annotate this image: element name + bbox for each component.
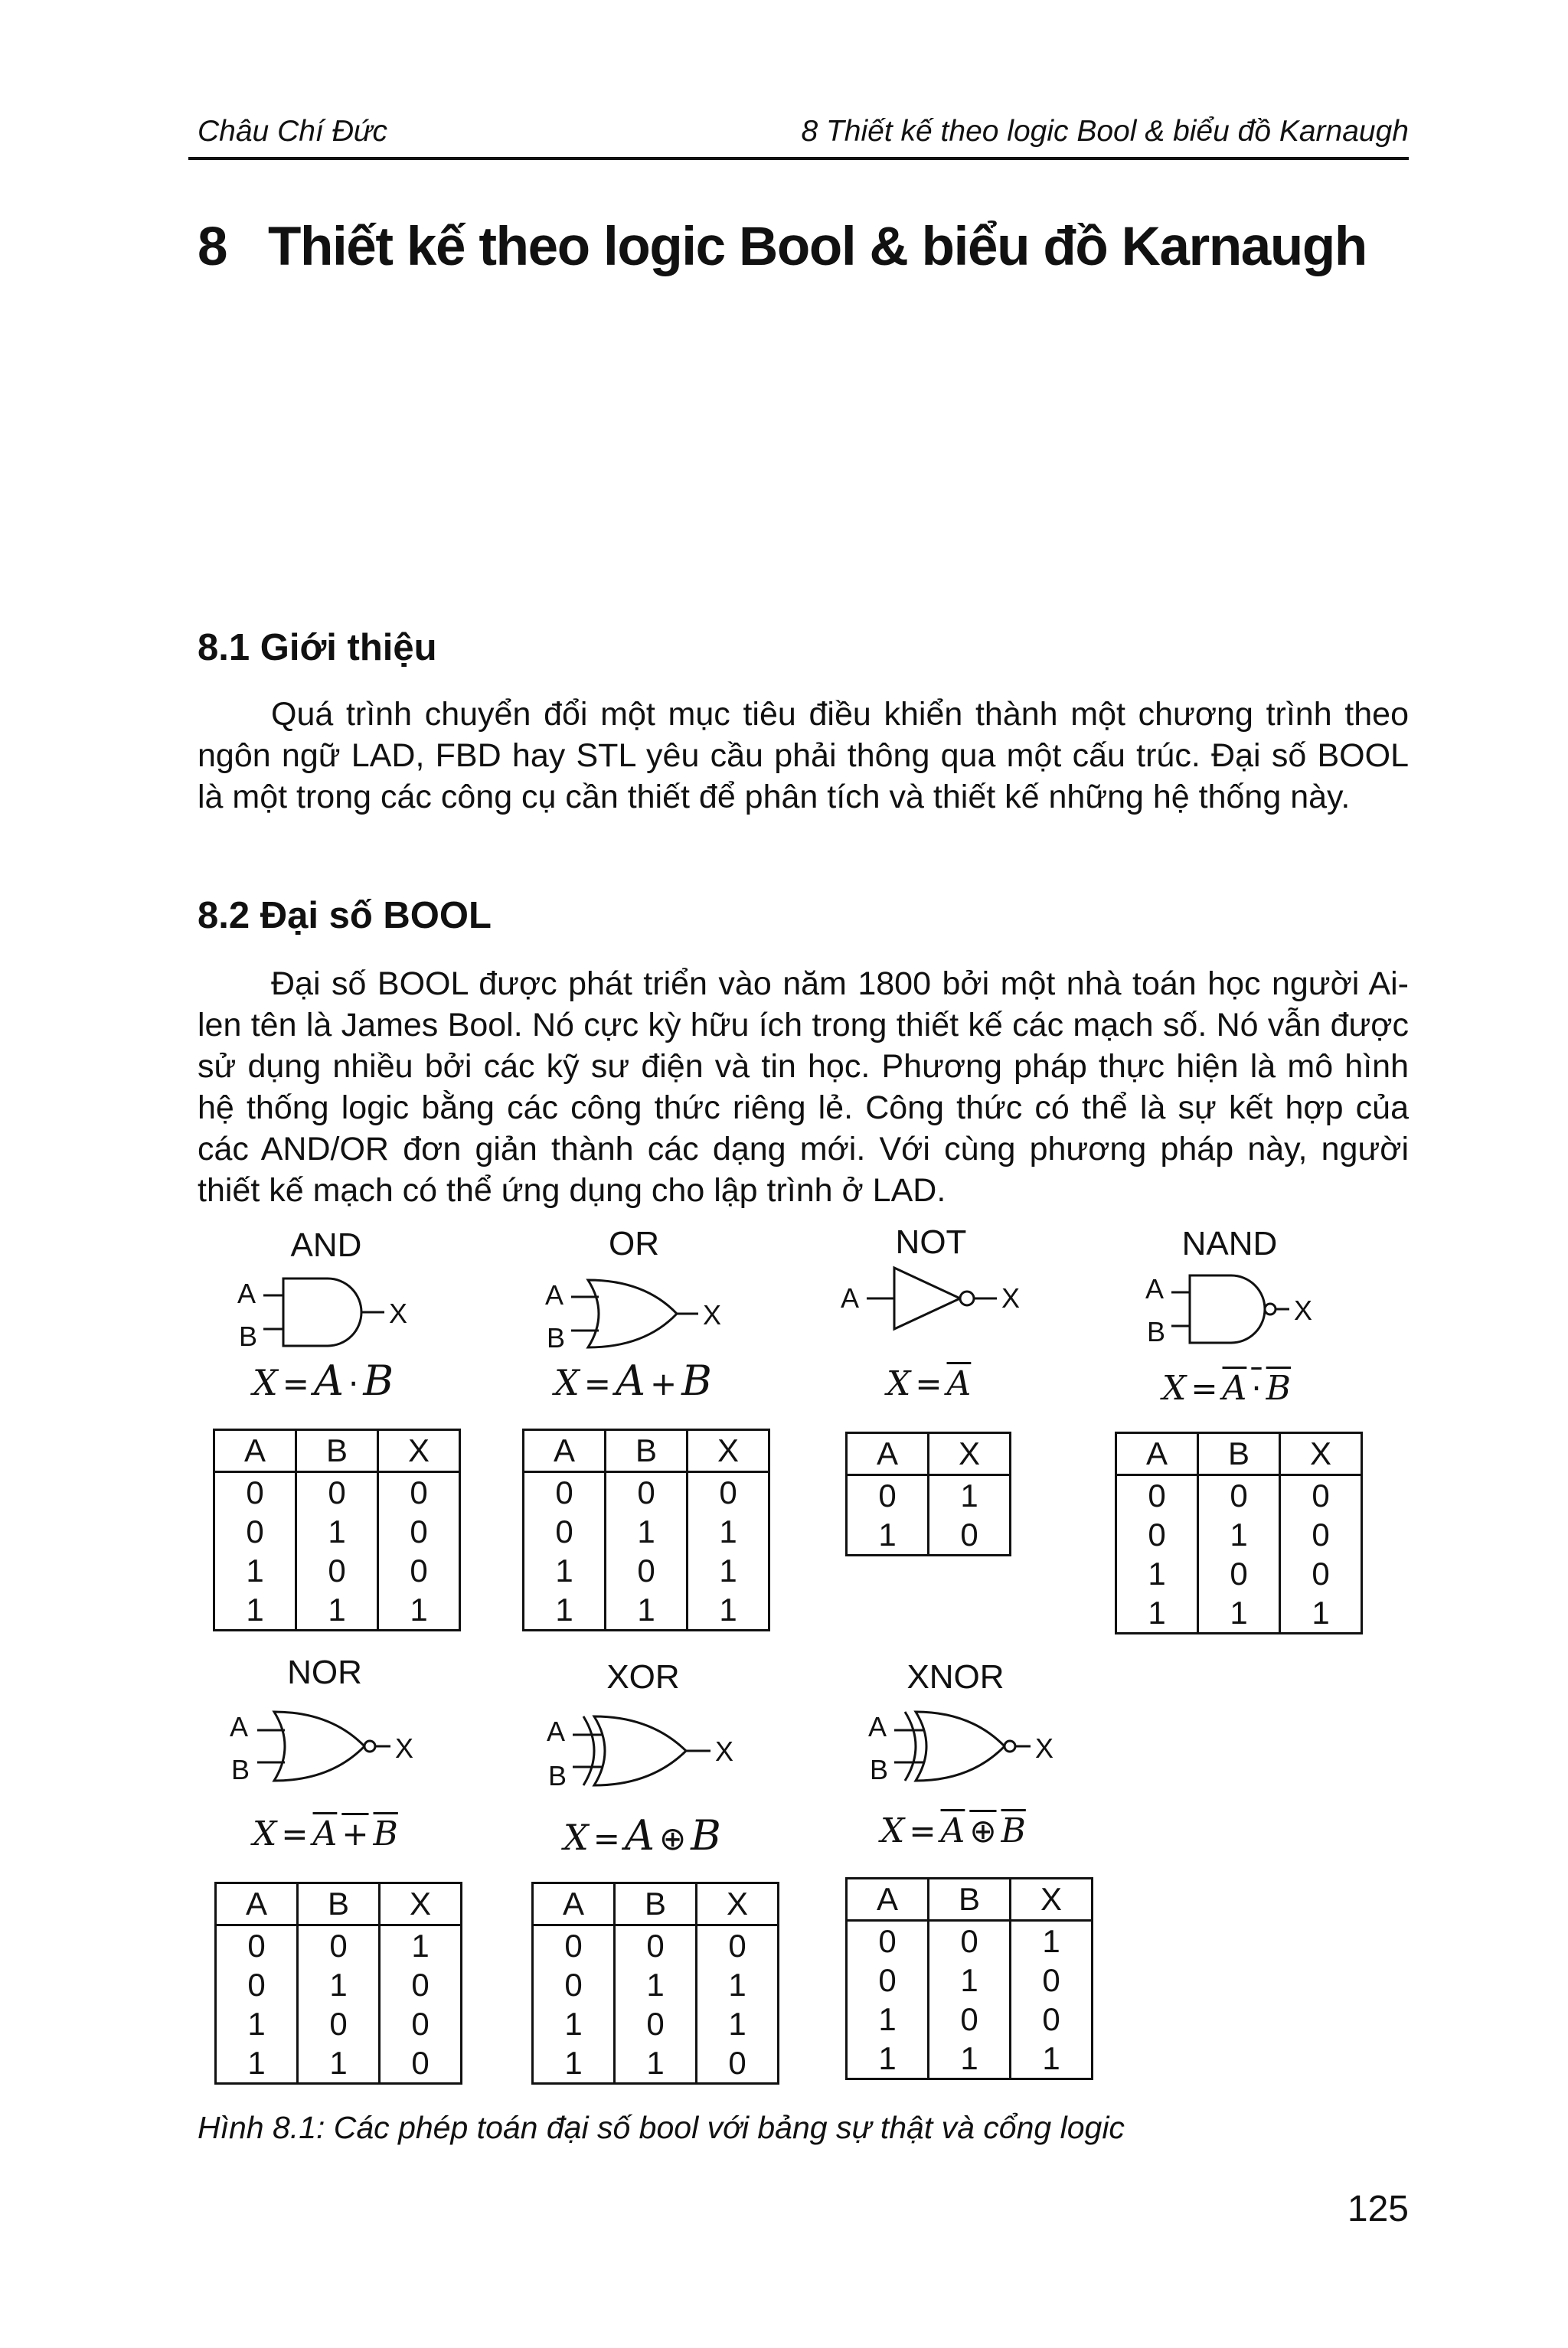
cell: 0 (1148, 1477, 1166, 1514)
col-header-a: A (214, 1430, 296, 1472)
gate-name-nor: NOR (287, 1654, 362, 1691)
table-row (524, 1512, 769, 1551)
truth-table-xnor (845, 1877, 1093, 2080)
formula-negated-group (1223, 1369, 1291, 1408)
formula-eq: = (909, 1812, 936, 1850)
cell: 0 (1148, 1516, 1166, 1553)
cell: 0 (247, 1966, 266, 2003)
col-header-b: B (606, 1430, 688, 1472)
cell: 0 (606, 1551, 688, 1590)
formula-a: A (1222, 1369, 1247, 1408)
col-header-b: B (615, 1883, 697, 1925)
table-row (847, 1515, 1011, 1556)
nand-gate-symbol (1145, 1268, 1329, 1352)
cell: 0 (380, 2043, 462, 2084)
table-row (1116, 1475, 1362, 1516)
formula-b: B (373, 1814, 398, 1853)
section-heading-bool: 8.2 Đại số BOOL (198, 895, 492, 936)
formula-x: X (1162, 1369, 1187, 1408)
table-row (1116, 1515, 1362, 1554)
cell: 1 (688, 1590, 769, 1631)
xor-formula (564, 1811, 721, 1860)
cell: 1 (688, 1512, 769, 1551)
running-header-author: Châu Chí Đức (198, 115, 387, 148)
page-number: 125 (1347, 2189, 1409, 2229)
formula-a: A (624, 1811, 655, 1860)
formula-b: B (1266, 1369, 1292, 1408)
table-row (216, 2043, 462, 2084)
table-row (214, 1551, 460, 1590)
cell: 0 (878, 1922, 897, 1959)
truth-table-not (845, 1432, 1011, 1556)
gate-name-xnor: XNOR (906, 1658, 1004, 1696)
table-row (847, 2039, 1093, 2079)
col-header-x: X (697, 1883, 779, 1925)
col-header-a: A (847, 1433, 929, 1475)
cell: 0 (929, 1921, 1011, 1961)
cell: 1 (878, 1516, 897, 1553)
paragraph-text: Quá trình chuyển đổi một mục tiêu điều khiển thành một chương trình theo ngôn ngữ LAD, FBD hay STL yêu cầu phải thông qua một cấu trúc. Đại số BOOL là một trong các công cụ cần thiết để phân tích và thiết kế những hệ thống này. (198, 696, 1409, 815)
formula-negated-group (941, 1811, 1026, 1850)
cell: 0 (615, 2004, 697, 2043)
formula-b: B (1001, 1811, 1026, 1850)
col-header-x: X (380, 1883, 462, 1925)
table-row (214, 1472, 460, 1513)
cell: 1 (697, 1965, 779, 2004)
cell: 0 (246, 1513, 264, 1550)
truth-table-and (213, 1429, 461, 1631)
table-row (216, 1965, 462, 2004)
formula-a: A (313, 1357, 344, 1405)
or-input-a-label: A (545, 1279, 564, 1311)
cell: 1 (1011, 2039, 1093, 2079)
nor-gate-symbol (230, 1704, 429, 1788)
formula-x: X (564, 1817, 589, 1858)
truth-table-nor (214, 1882, 462, 2085)
table-row (214, 1512, 460, 1551)
cell: 0 (1011, 2000, 1093, 2039)
table-row (1116, 1593, 1362, 1634)
formula-x: X (880, 1811, 905, 1850)
cell: 1 (1280, 1593, 1362, 1634)
formula-eq: = (915, 1365, 942, 1403)
xnor-formula (880, 1811, 1026, 1850)
formula-op: · (348, 1365, 359, 1403)
cell: 1 (688, 1551, 769, 1590)
running-header-chapter: 8 Thiết kế theo logic Bool & biểu đồ Karnaugh (801, 115, 1409, 148)
formula-eq: = (1191, 1370, 1218, 1407)
col-header-b: B (298, 1883, 380, 1925)
not-gate-symbol (841, 1263, 1040, 1347)
formula-op: ⊕ (969, 1812, 997, 1850)
cell: 0 (1198, 1475, 1280, 1516)
cell: 1 (298, 1965, 380, 2004)
table-row (533, 2043, 779, 2084)
table-row (847, 1475, 1011, 1516)
cell: 0 (380, 2004, 462, 2043)
cell: 1 (296, 1512, 378, 1551)
cell: 0 (1280, 1554, 1362, 1593)
cell: 1 (1148, 1594, 1166, 1631)
xnor-input-a-label: A (868, 1711, 887, 1742)
cell: 0 (296, 1551, 378, 1590)
section-heading-intro: 8.1 Giới thiệu (198, 627, 437, 668)
gate-name-or: OR (609, 1225, 659, 1262)
or-output-x-label: X (703, 1299, 722, 1331)
or-gate-symbol (545, 1272, 729, 1357)
formula-a: A (940, 1811, 965, 1850)
cell: 1 (555, 1552, 573, 1589)
truth-table-nand (1115, 1432, 1363, 1634)
cell: 1 (378, 1590, 460, 1631)
chapter-title: Thiết kế theo logic Bool & biểu đồ Karnaugh (268, 217, 1367, 277)
formula-op: · (1251, 1370, 1262, 1407)
formula-x: X (253, 1362, 278, 1403)
table-row (214, 1590, 460, 1631)
cell: 0 (247, 1927, 266, 1964)
xnor-output-x-label: X (1035, 1732, 1054, 1764)
cell: 0 (564, 1927, 583, 1964)
formula-op: + (649, 1365, 678, 1403)
cell: 1 (878, 2039, 897, 2076)
cell: 0 (1011, 1961, 1093, 2000)
cell: 0 (298, 2004, 380, 2043)
col-header-x: X (1011, 1879, 1093, 1921)
cell: 0 (378, 1551, 460, 1590)
col-header-a: A (216, 1883, 298, 1925)
formula-x: X (554, 1362, 580, 1403)
col-header-a: A (847, 1879, 929, 1921)
not-formula (887, 1364, 971, 1403)
cell: 0 (378, 1472, 460, 1513)
cell: 1 (606, 1590, 688, 1631)
cell: 0 (697, 1925, 779, 1966)
formula-eq: = (281, 1815, 309, 1853)
gate-name-not: NOT (895, 1223, 967, 1261)
xor-input-b-label: B (548, 1760, 567, 1791)
cell: 0 (564, 1966, 583, 2003)
cell: 0 (929, 1515, 1011, 1556)
formula-x: X (887, 1364, 911, 1403)
cell: 1 (246, 1552, 264, 1589)
cell: 1 (247, 2005, 266, 2042)
table-row (524, 1590, 769, 1631)
cell: 1 (296, 1590, 378, 1631)
cell: 1 (615, 1965, 697, 2004)
truth-table-xor (531, 1882, 779, 2085)
cell: 0 (929, 2000, 1011, 2039)
section-bool-paragraph (198, 963, 1409, 1211)
cell: 1 (564, 2044, 583, 2081)
formula-negated-group (313, 1814, 398, 1853)
chapter-number: 8 (198, 217, 227, 277)
or-formula (554, 1357, 712, 1405)
formula-op: ⊕ (658, 1820, 687, 1857)
cell: 0 (615, 1925, 697, 1966)
formula-b: B (363, 1357, 394, 1405)
formula-op: + (341, 1815, 369, 1853)
and-input-a-label: A (237, 1278, 256, 1309)
table-row (533, 2004, 779, 2043)
table-row (524, 1551, 769, 1590)
cell: 0 (298, 1925, 380, 1966)
xor-output-x-label: X (715, 1736, 734, 1767)
table-row (216, 2004, 462, 2043)
cell: 1 (247, 2044, 266, 2081)
cell: 1 (878, 2000, 897, 2037)
cell: 0 (688, 1472, 769, 1513)
formula-x: X (253, 1814, 277, 1853)
cell: 1 (1011, 1921, 1093, 1961)
cell: 1 (298, 2043, 380, 2084)
formula-eq: = (583, 1365, 611, 1403)
nor-input-a-label: A (230, 1711, 249, 1742)
nor-output-x-label: X (395, 1732, 414, 1764)
gate-name-nand: NAND (1181, 1225, 1278, 1262)
col-header-x: X (688, 1430, 769, 1472)
cell: 0 (878, 1961, 897, 1998)
cell: 0 (1280, 1475, 1362, 1516)
paragraph-text: Đại số BOOL được phát triển vào năm 1800 bởi một nhà toán học người Ai-len tên là James Bool. Nó cực kỳ hữu ích trong thiết kế các mạch số. Nó vẫn được sử dụng nhiều bởi các kỹ sư điện và tin học. Phương pháp thực hiện là mô hình hệ thống logic bằng các công thức riêng lẻ. Công thức có thể là sự kết hợp của các AND/OR đơn giản thành các dạng mới. Với cùng phương pháp này, người thiết kế mạch có thể ứng dụng cho lập trình ở LAD. (198, 965, 1409, 1209)
and-formula (253, 1357, 394, 1405)
cell: 0 (296, 1472, 378, 1513)
not-input-a-label: A (841, 1282, 860, 1314)
cell: 1 (697, 2004, 779, 2043)
cell: 1 (246, 1591, 264, 1628)
cell: 1 (929, 1961, 1011, 2000)
formula-eq: = (593, 1820, 620, 1857)
gate-name-xor: XOR (606, 1658, 680, 1696)
cell: 1 (929, 1475, 1011, 1516)
cell: 0 (606, 1472, 688, 1513)
table-row (533, 1925, 779, 1966)
cell: 1 (615, 2043, 697, 2084)
col-header-b: B (929, 1879, 1011, 1921)
table-row (524, 1472, 769, 1513)
table-row (1116, 1554, 1362, 1593)
table-row (216, 1925, 462, 1966)
cell: 1 (380, 1925, 462, 1966)
formula-a: A (312, 1814, 338, 1853)
cell: 0 (1280, 1515, 1362, 1554)
and-input-b-label: B (239, 1321, 258, 1352)
col-header-a: A (524, 1430, 606, 1472)
formula-b: B (691, 1811, 721, 1860)
cell: 0 (555, 1474, 573, 1510)
table-row (847, 1961, 1093, 2000)
nand-input-a-label: A (1145, 1273, 1165, 1305)
and-gate-symbol (237, 1271, 421, 1355)
cell: 1 (929, 2039, 1011, 2079)
cell: 0 (697, 2043, 779, 2084)
formula-a-negated: $\overline{A}$ (946, 1364, 972, 1403)
cell: 1 (1198, 1515, 1280, 1554)
col-header-b: B (296, 1430, 378, 1472)
nand-input-b-label: B (1147, 1316, 1166, 1347)
xnor-input-b-label: B (870, 1754, 889, 1785)
cell: 0 (878, 1477, 897, 1514)
formula-eq: = (282, 1365, 309, 1403)
formula-a: A (615, 1357, 645, 1405)
nor-formula (253, 1814, 398, 1853)
nand-formula (1162, 1369, 1291, 1408)
cell: 0 (555, 1513, 573, 1550)
or-input-b-label: B (547, 1322, 566, 1354)
col-header-x: X (929, 1433, 1011, 1475)
formula-b: B (681, 1357, 712, 1405)
truth-table-or (522, 1429, 770, 1631)
cell: 1 (606, 1512, 688, 1551)
cell: 1 (564, 2005, 583, 2042)
gate-name-and: AND (290, 1226, 362, 1264)
cell: 0 (1198, 1554, 1280, 1593)
col-header-x: X (378, 1430, 460, 1472)
table-row (847, 2000, 1093, 2039)
cell: 0 (380, 1965, 462, 2004)
nor-input-b-label: B (231, 1754, 250, 1785)
table-row (847, 1921, 1093, 1961)
cell: 1 (1148, 1555, 1166, 1592)
and-output-x-label: X (389, 1298, 408, 1329)
header-rule (188, 157, 1409, 160)
not-output-x-label: X (1001, 1282, 1021, 1314)
col-header-a: A (1116, 1433, 1198, 1475)
col-header-a: A (533, 1883, 615, 1925)
nand-output-x-label: X (1294, 1295, 1313, 1326)
xor-gate-symbol (545, 1707, 744, 1791)
section-intro-paragraph (198, 694, 1409, 818)
cell: 0 (378, 1512, 460, 1551)
cell: 1 (1198, 1593, 1280, 1634)
col-header-b: B (1198, 1433, 1280, 1475)
xnor-gate-symbol (867, 1704, 1066, 1788)
cell: 0 (246, 1474, 264, 1510)
figure-caption: Hình 8.1: Các phép toán đại số bool với bảng sự thật và cổng logic (198, 2110, 1125, 2145)
col-header-x: X (1280, 1433, 1362, 1475)
table-row (533, 1965, 779, 2004)
xor-input-a-label: A (547, 1716, 566, 1747)
cell: 1 (555, 1591, 573, 1628)
